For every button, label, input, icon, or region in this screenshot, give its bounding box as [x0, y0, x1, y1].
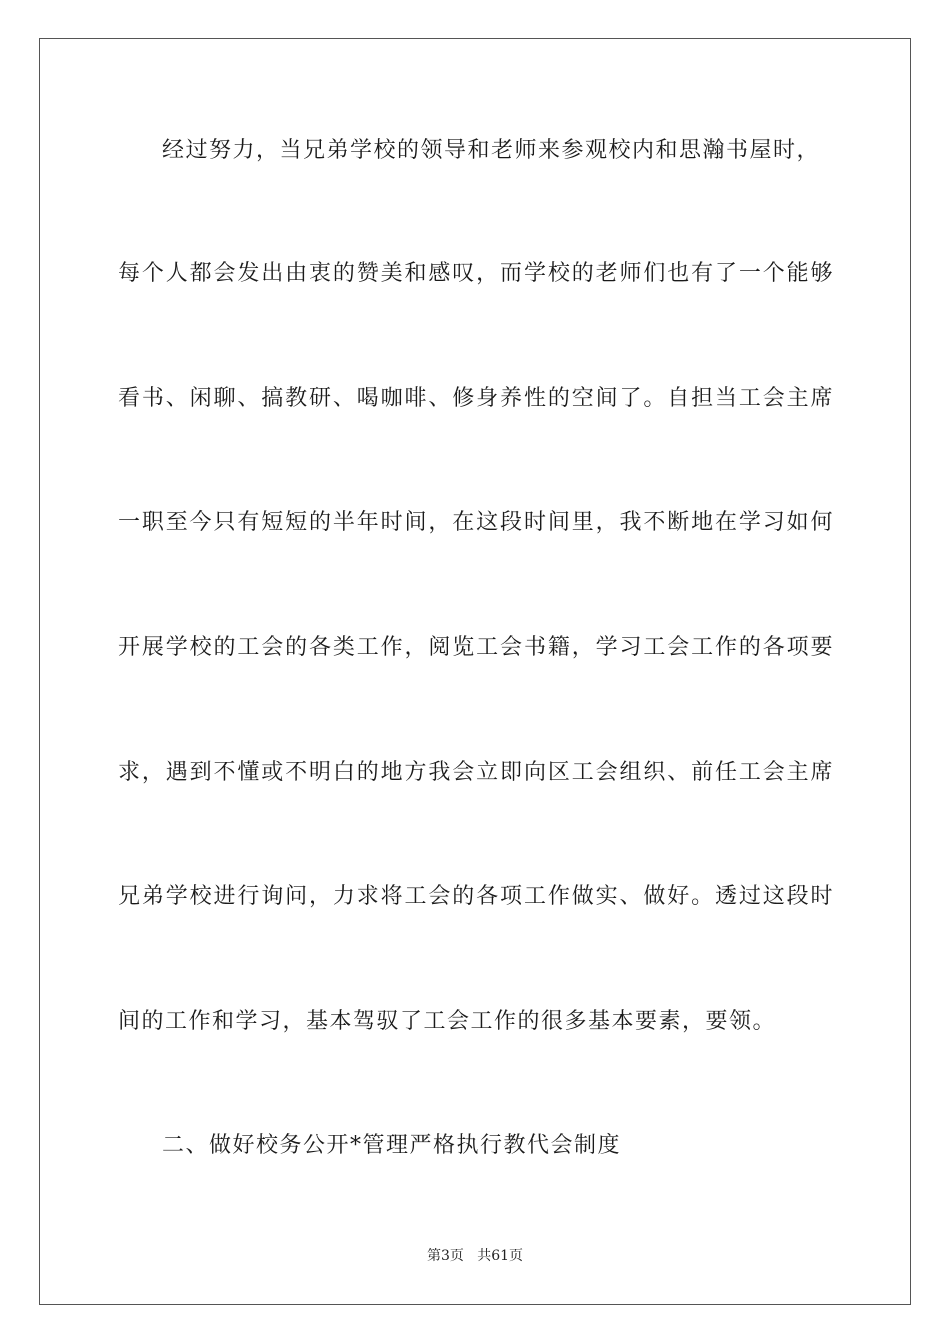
paragraph-line: 每个人都会发出由衷的赞美和感叹，而学校的老师们也有了一个能够: [118, 261, 834, 286]
paragraph-line: 兄弟学校进行询问，力求将工会的各项工作做实、做好。透过这段时: [118, 884, 834, 909]
paragraph-line: 一职至今只有短短的半年时间，在这段时间里，我不断地在学习如何: [118, 510, 834, 535]
paragraph-line: 开展学校的工会的各类工作，阅览工会书籍，学习工会工作的各项要: [118, 635, 834, 660]
paragraph-line: 经过努力，当兄弟学校的领导和老师来参观校内和思瀚书屋时，: [162, 138, 821, 163]
page-number-footer: 第3页 共61页: [426, 1248, 524, 1264]
paragraph-line: 求，遇到不懂或不明白的地方我会立即向区工会组织、前任工会主席: [118, 760, 834, 785]
paragraph-line: 间的工作和学习，基本驾驭了工会工作的很多基本要素，要领。: [118, 1009, 777, 1034]
page-frame: [39, 38, 911, 1305]
section-heading: 二、做好校务公开*管理严格执行教代会制度: [162, 1133, 622, 1158]
paragraph-line: 看书、闲聊、搞教研、喝咖啡、修身养性的空间了。自担当工会主席: [118, 386, 834, 411]
